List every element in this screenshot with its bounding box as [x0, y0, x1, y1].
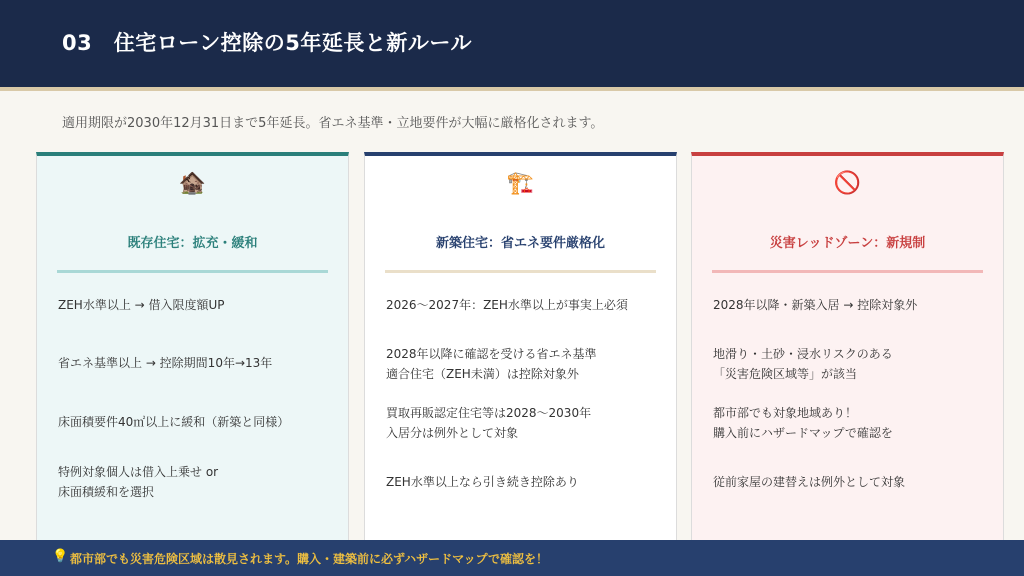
card-divider	[385, 270, 656, 273]
prohibited-icon: 🚫	[833, 171, 862, 196]
card-item: ZEH水準以上なら引き続き控除あり	[386, 475, 579, 489]
card-item: 地滑り・土砂・浸水リスクのある 「災害危険区域等」が該当	[713, 347, 893, 381]
card-item: 都市部でも対象地域あり！ 購入前にハザードマップで確認を	[713, 406, 893, 440]
page-title: 03 住宅ローン控除の5年延長と新ルール	[62, 31, 472, 55]
card-item: 2028年以降に確認を受ける省エネ基準 適合住宅（ZEH未満）は控除対象外	[386, 347, 597, 381]
card-disaster-red-zone	[691, 152, 1004, 548]
card-item: 省エネ基準以上 → 控除期間10年→13年	[58, 356, 273, 370]
footer-banner	[0, 540, 1024, 576]
card-item: 特例対象個人は借入上乗せ or 床面積緩和を選択	[58, 465, 219, 499]
old-house-icon: 🏚️	[178, 171, 207, 196]
card-item: 2028年以降・新築入居 → 控除対象外	[713, 298, 918, 312]
header-accent-line	[0, 87, 1024, 91]
card-title: 既存住宅：拡充・緩和	[127, 236, 258, 251]
card-divider	[712, 270, 983, 273]
card-title: 新築住宅：省エネ要件厳格化	[435, 236, 605, 251]
card-item: 従前家屋の建替えは例外として対象	[713, 475, 906, 489]
card-new-housing	[364, 152, 677, 548]
card-item: ZEH水準以上 → 借入限度額UP	[58, 298, 225, 312]
footer-text: 都市部でも災害危険区域は散見されます。購入・建築前に必ずハザードマップで確認を！	[70, 552, 548, 566]
card-item: 2026〜2027年：ZEH水準以上が事実上必須	[386, 298, 628, 312]
card-existing-housing	[36, 152, 349, 548]
header-bar	[0, 0, 1024, 87]
page-subtitle: 適用期限が2030年12月31日まで5年延長。省エネ基準・立地要件が大幅に厳格化されます。	[62, 116, 604, 131]
construction-crane-icon: 🏗️	[506, 171, 535, 196]
card-divider	[57, 270, 328, 273]
card-item: 床面積要件40㎡以上に緩和（新築と同様）	[58, 415, 290, 429]
lightbulb-icon: 💡	[52, 549, 69, 564]
card-item: 買取再販認定住宅等は2028〜2030年 入居分は例外として対象	[386, 406, 592, 440]
card-title: 災害レッドゾーン：新規制	[769, 236, 926, 251]
